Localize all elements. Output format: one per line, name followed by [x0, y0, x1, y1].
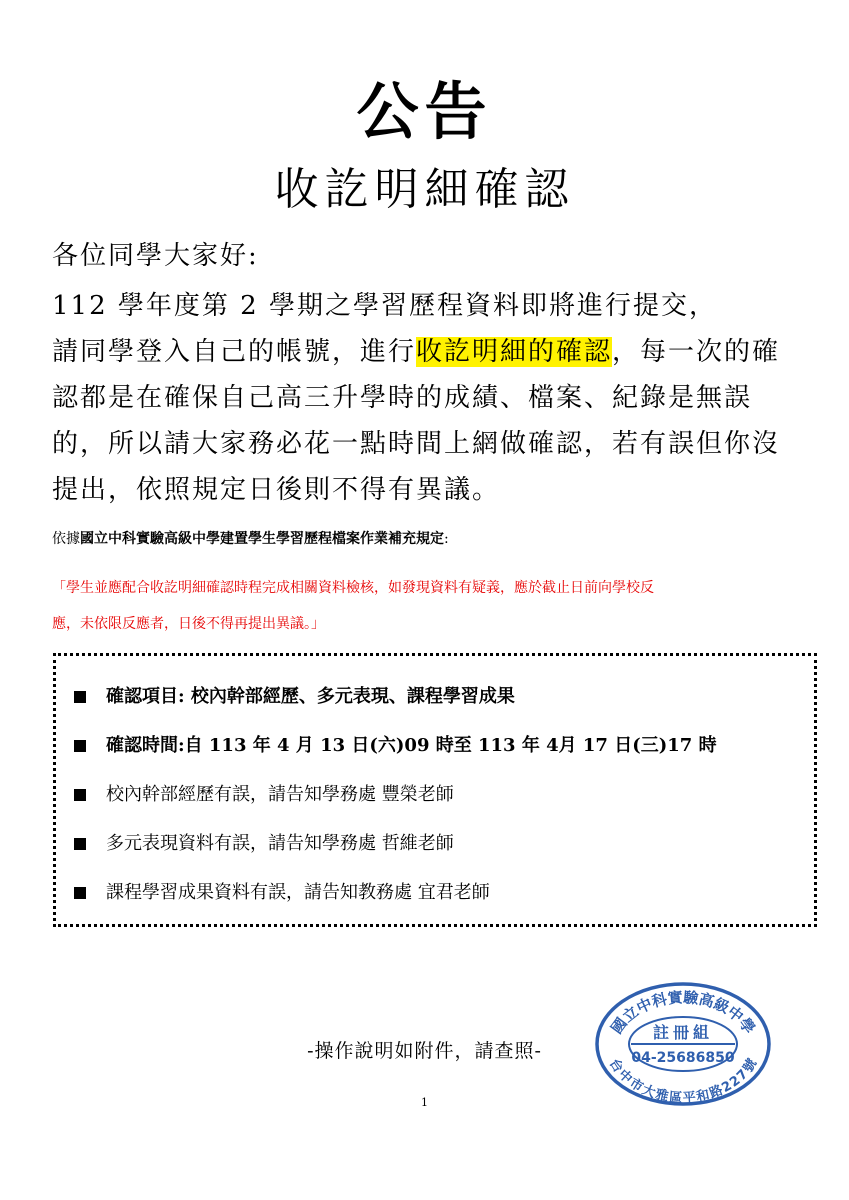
confirmation-item-text: 確認項目: 校內幹部經歷、多元表現、課程學習成果 — [106, 686, 515, 707]
confirmation-item-text: 課程學習成果資料有誤，請告知教務處 宜君老師 — [106, 882, 490, 903]
confirmation-item-text: 確認時間:自 113 年 4 月 13 日(六)09 時至 113 年 4月 17 日(三)17 時 — [106, 735, 717, 756]
greeting: 各位同學大家好: — [52, 241, 259, 271]
regulation-basis — [52, 528, 449, 550]
square-bullet-icon — [74, 887, 86, 899]
page-number: 1 — [421, 1096, 428, 1109]
body-line-5: 提出，依照規定日後則不得有異議。 — [52, 475, 501, 505]
confirmation-item-text: 多元表現資料有誤，請告知學務處 哲維老師 — [106, 833, 454, 854]
confirmation-item-text: 校內幹部經歷有誤，請告知學務處 豐榮老師 — [106, 784, 454, 805]
body-line-1: 112 學年度第 2 學期之學習歷程資料即將進行提交， — [52, 291, 717, 321]
square-bullet-icon — [74, 838, 86, 850]
square-bullet-icon — [74, 691, 86, 703]
stamp-school-name: 國立中科實驗高級中學 — [607, 988, 759, 1038]
quote-line-2: 應，未依限反應者，日後不得再提出異議。」 — [52, 616, 325, 632]
confirmation-items-list — [56, 656, 814, 917]
stamp-office-name: 註冊組 — [652, 1023, 714, 1042]
body-paragraph — [52, 283, 812, 513]
confirmation-item — [74, 672, 814, 721]
confirmation-info-box — [53, 653, 817, 927]
confirmation-item — [74, 819, 814, 868]
stamp-phone: 04-25686850 — [631, 1050, 735, 1066]
footer-note: -操作說明如附件，請查照- — [307, 1040, 542, 1062]
square-bullet-icon — [74, 789, 86, 801]
confirmation-item — [74, 721, 814, 770]
square-bullet-icon — [74, 740, 86, 752]
body-line-2 — [52, 329, 812, 375]
confirmation-item — [74, 770, 814, 819]
body-line-2-pre: 請同學登入自己的帳號，進行 — [52, 337, 417, 367]
page-title: 公告 — [356, 75, 493, 148]
body-line-3: 認都是在確保自己高三升學時的成績、檔案、紀錄是無誤 — [52, 383, 753, 413]
highlighted-phrase: 收訖明細的確認 — [416, 337, 613, 367]
basis-suffix: : — [444, 531, 449, 547]
quote-line-1: 「學生並應配合收訖明細確認時程完成相關資料檢核，如發現資料有疑義，應於截止日前向學校反 — [52, 580, 654, 596]
regulation-quote — [52, 570, 812, 642]
registration-office-stamp — [592, 978, 774, 1108]
body-line-4: 的，所以請大家務必花一點時間上網做確認，若有誤但你沒 — [52, 429, 781, 459]
page-subtitle: 收訖明細確認 — [274, 164, 575, 215]
body-line-2-post: ，每一次的確 — [612, 337, 781, 367]
regulation-name: 國立中科實驗高級中學建置學生學習歷程檔案作業補充規定 — [80, 531, 444, 547]
confirmation-item — [74, 868, 814, 917]
basis-prefix: 依據 — [52, 531, 80, 547]
stamp-address: 台中市大雅區平和路227號 — [606, 1056, 760, 1106]
